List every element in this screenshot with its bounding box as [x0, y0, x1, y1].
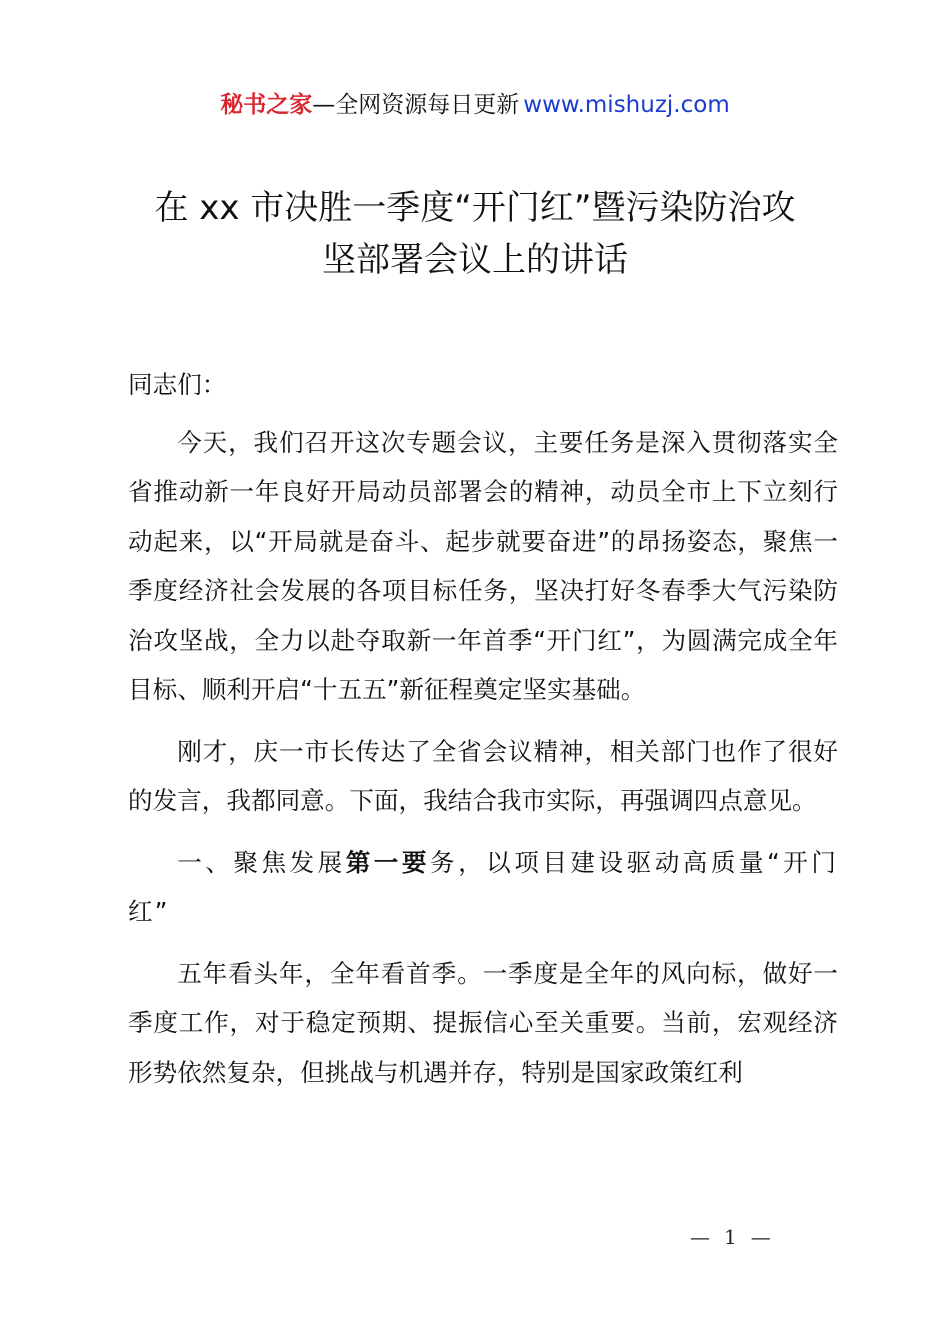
title-line-2: 坚部署会议上的讲话 [322, 240, 628, 280]
page-footer [690, 1222, 850, 1252]
brand-name: 秘书之家 [220, 92, 313, 118]
paragraph-opinions: 刚才，庆一市长传达了全省会议精神，相关部门也作了很好的发言，我都同意。下面，我结合我市实际，再强调四点意见。 [128, 736, 838, 815]
section-1-paragraph: 五年看头年，全年看首季。一季度是全年的风向标，做好一季度工作，对于稳定预期、提振信心至关重要。当前，宏观经济形势依然复杂，但挑战与机遇并存，特别是国家政策红利 [128, 958, 838, 1087]
page-number: 1 [724, 1225, 737, 1249]
footer-dash-left: — [690, 1225, 710, 1249]
document-body [128, 360, 838, 1109]
paragraph-intro: 今天，我们召开这次专题会议，主要任务是深入贯彻落实全省推动新一年良好开局动员部署会的精神，动员全市上下立刻行动起来，以“开局就是奋斗、起步就要奋进”的昂扬姿态，聚焦一季度经济社会发展的各项目标任务，坚决打好冬春季大气污染防治攻坚战，全力以赴夺取新一年首季“开门红”，为圆满完成全年目标、顺利开启“十五五”新征程奠定坚实基础。 [128, 427, 838, 704]
footer-dash-right: — [750, 1225, 771, 1249]
site-tagline: —全网资源每日更新 [312, 92, 520, 118]
salutation: 同志们： [128, 370, 227, 399]
title-line-1: 在 xx 市决胜一季度“开门红”暨污染防治攻 [154, 188, 796, 228]
section-1-heading [128, 838, 838, 937]
site-header [0, 88, 950, 122]
document-title [100, 182, 850, 286]
section-1-heading-post: 务，以项目建设驱动高质量“开门红” [128, 847, 838, 926]
section-1-heading-bold: 第一要 [345, 847, 430, 877]
site-url-link[interactable]: www.mishuzj.com [523, 92, 730, 118]
section-1-heading-pre: 一、聚焦发展 [177, 847, 346, 877]
